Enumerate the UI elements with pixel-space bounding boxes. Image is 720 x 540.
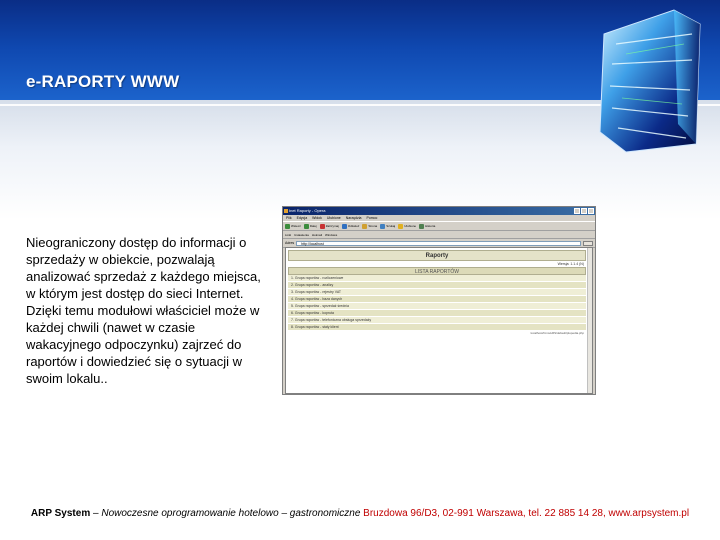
footer-tagline: Nowoczesne oprogramowanie hotelowo – gastronomiczne [101, 508, 361, 519]
toolbar-history[interactable]: Historia [419, 224, 435, 229]
decorative-cube-graphic [596, 4, 704, 154]
page-footer-url: localhost/Cms/eRS/default/plopedia.php [530, 331, 584, 335]
menu-item[interactable]: Widok [312, 216, 322, 220]
toolbar-forward[interactable]: Dalej [304, 224, 317, 229]
window-controls [574, 208, 594, 214]
report-list-item[interactable]: 7. Grupa raportów - telefoniczna obsługa sprzedaży [288, 317, 586, 324]
report-list-item[interactable]: 2. Grupa raportów - analizy [288, 282, 586, 289]
report-list-item[interactable]: 5. Grupa raportów - sprzedaż średnia [288, 303, 586, 310]
toolbar-back[interactable]: Wstecz [285, 224, 301, 229]
address-label: Adres [285, 241, 295, 245]
menu-item[interactable]: Pomoc [366, 216, 378, 220]
link-item[interactable]: Ustawienia [294, 232, 309, 237]
back-arrow-icon [285, 224, 290, 229]
footer-separator: – [90, 508, 102, 519]
toolbar-refresh[interactable]: Odśwież [342, 224, 360, 229]
slide-title: e-RAPORTY WWW [26, 72, 180, 91]
close-icon[interactable] [588, 208, 594, 214]
links-bar [283, 231, 595, 239]
toolbar-favorites[interactable]: Ulubione [398, 224, 416, 229]
link-item[interactable]: Hotmail [311, 232, 323, 237]
link-item[interactable]: Windows [325, 232, 338, 237]
menu-item[interactable]: Ulubione [326, 216, 341, 220]
slide-body-text: Nieograniczony dostęp do informacji o sprzedaży w obiekcie, pozwalają analizować sprzedaż z każdego miejsca, w którym jest dostęp do sieci Internet. Dzięki temu modułowi właściciel może w każdej chwili (nawet w czasie wakacyjnego odpoczynku) zajrzeć do raportów i dowiedzieć się o sytuacji w swoim lokalu.. [26, 235, 261, 386]
footer-address: Bruzdowa 96/D3, 02-991 Warszawa, tel. 22 885 14 28, www.arpsystem.pl [360, 508, 690, 519]
report-list-item[interactable]: 6. Grupa raportów - kopruta [288, 310, 586, 317]
browser-app-icon [284, 209, 288, 213]
menu-item[interactable]: Edycja [296, 216, 308, 220]
link-item[interactable]: Linki [285, 232, 292, 237]
slide-footer [0, 508, 720, 519]
toolbar-home[interactable]: Strona [362, 224, 377, 229]
vertical-scrollbar[interactable] [587, 248, 592, 393]
toolbar-stop[interactable]: Zatrzymaj [320, 224, 339, 229]
reports-list-header: LISTA RAPORTÓW [288, 267, 586, 275]
window-title: Inet Raporty - Opera [289, 208, 326, 213]
stop-icon [320, 224, 325, 229]
footer-company: ARP System [30, 508, 91, 519]
menu-item[interactable]: Plik [286, 216, 292, 220]
menu-item[interactable]: Narzędzia [345, 216, 362, 220]
page-inner [288, 250, 586, 336]
refresh-icon [342, 224, 347, 229]
minimize-icon[interactable] [574, 208, 580, 214]
home-icon [362, 224, 367, 229]
address-input[interactable]: http://localhost [296, 241, 581, 246]
page-content [285, 247, 593, 394]
report-list-item[interactable]: 3. Grupa raportów - rejestry VAT [288, 289, 586, 296]
search-icon [380, 224, 385, 229]
window-titlebar [283, 207, 595, 215]
forward-arrow-icon [304, 224, 309, 229]
toolbar-search[interactable]: Szukaj [380, 224, 395, 229]
reports-title: Raporty [288, 250, 586, 261]
report-list-item[interactable]: 1. Grupa raportów - rozliczeniowe [288, 275, 586, 282]
history-icon [419, 224, 424, 229]
version-label: Wersja: 1.1.4 (N) [557, 262, 584, 266]
report-list-item[interactable]: 8. Grupa raportów - stały klient [288, 324, 586, 331]
browser-toolbar [283, 221, 595, 231]
star-icon [398, 224, 403, 229]
browser-screenshot [282, 206, 596, 395]
go-button[interactable] [583, 241, 593, 246]
report-list-item[interactable]: 4. Grupa raportów - baza danych [288, 296, 586, 303]
maximize-icon[interactable] [581, 208, 587, 214]
